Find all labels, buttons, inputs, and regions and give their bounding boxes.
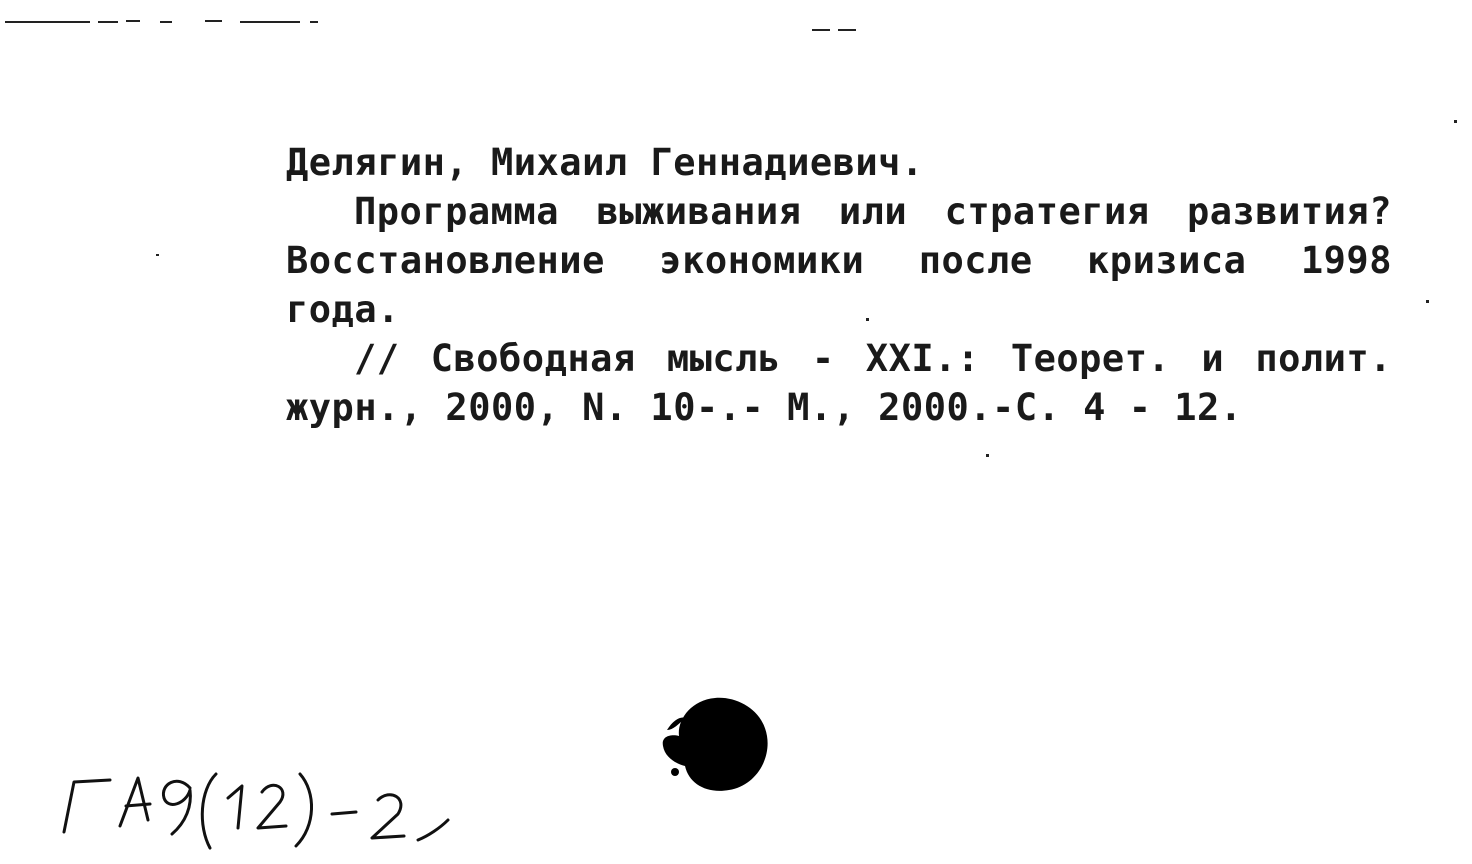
- top-edge-scan-noise: [0, 0, 1472, 40]
- scan-speck: [1454, 120, 1457, 123]
- source-statement: // Свободная мысль - XXI.: Теорет. и полит. журн., 2000, N. 10-.- М., 2000.-С. 4 - 12.: [286, 337, 1392, 429]
- handwritten-shelfmark: [50, 760, 470, 860]
- scan-speck: [986, 454, 989, 457]
- title-statement: Программа выживания или стратегия развития? Восстановление экономики после кризиса 1998 года.: [286, 190, 1392, 331]
- bibliographic-record: [286, 138, 1392, 432]
- author-heading: Делягин, Михаил Геннадиевич.: [286, 141, 924, 184]
- scan-speck: [156, 254, 159, 256]
- ink-blot-stamp-icon: [655, 690, 775, 800]
- scan-speck: [866, 318, 869, 321]
- scan-speck: [1426, 300, 1429, 303]
